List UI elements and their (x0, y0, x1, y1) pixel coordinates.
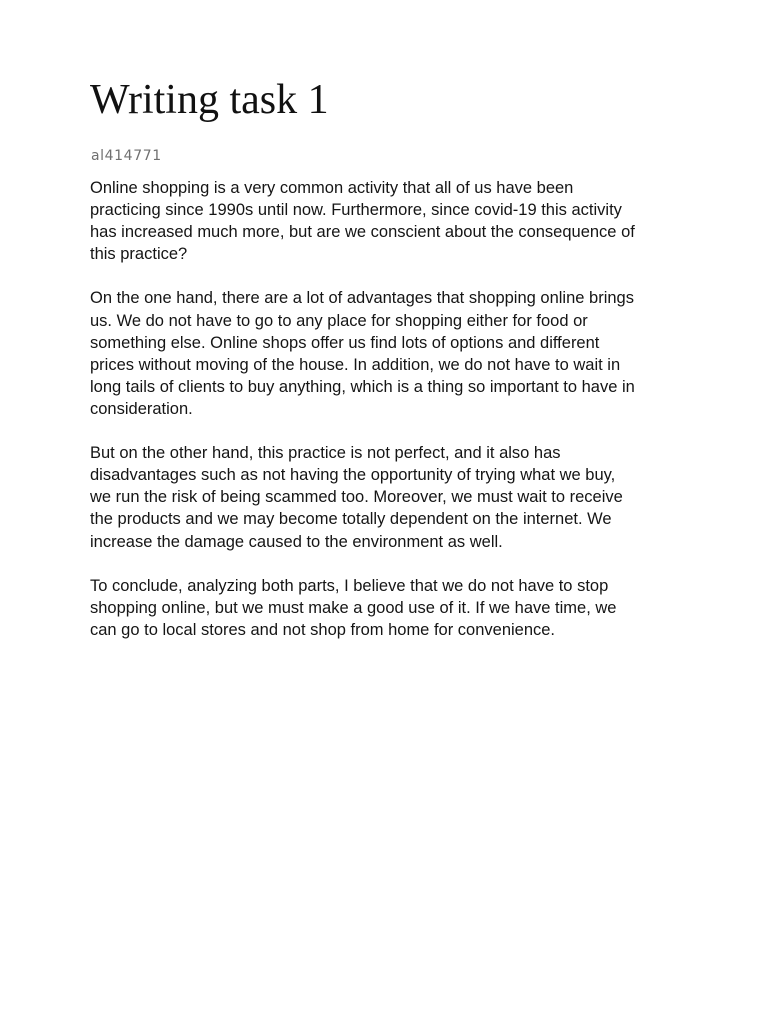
text-line: the products and we may become totally dependent on the internet. We (90, 510, 612, 529)
text-line: practicing since 1990s until now. Furthermore, since covid-19 this activity (90, 201, 622, 220)
text-line: But on the other hand, this practice is not perfect, and it also has (90, 444, 561, 463)
text-line: On the one hand, there are a lot of advantages that shopping online brings (90, 289, 634, 308)
text-line: long tails of clients to buy anything, which is a thing so important to have in (90, 377, 635, 396)
paragraph-advantages (90, 287, 700, 420)
text-line: something else. Online shops offer us find lots of options and different (90, 333, 600, 352)
text-line: To conclude, analyzing both parts, I believe that we do not have to stop (90, 576, 609, 595)
text-line: Online shopping is a very common activity that all of us have been (90, 179, 574, 197)
text-line: increase the damage caused to the environment as well. (90, 532, 503, 551)
text-line: we run the risk of being scammed too. Moreover, we must wait to receive (90, 488, 623, 507)
text-line: disadvantages such as not having the opportunity of trying what we buy, (90, 466, 616, 485)
document-title: Writing task 1 (90, 77, 329, 123)
text-line: consideration. (90, 399, 193, 418)
text-line: has increased much more, but are we conscient about the consequence of (90, 223, 635, 242)
text-line: shopping online, but we must make a good use of it. If we have time, we (90, 598, 617, 617)
paragraph-conclusion (90, 575, 700, 641)
paragraph-intro (90, 177, 700, 265)
author-id: al414771 (91, 148, 162, 164)
document-body (90, 177, 700, 663)
text-line: can go to local stores and not shop from home for convenience. (90, 620, 556, 639)
paragraph-disadvantages (90, 442, 700, 552)
text-line: us. We do not have to go to any place for shopping either for food or (90, 311, 588, 330)
text-line: this practice? (90, 245, 188, 264)
text-line: prices without moving of the house. In addition, we do not have to wait in (90, 355, 621, 374)
